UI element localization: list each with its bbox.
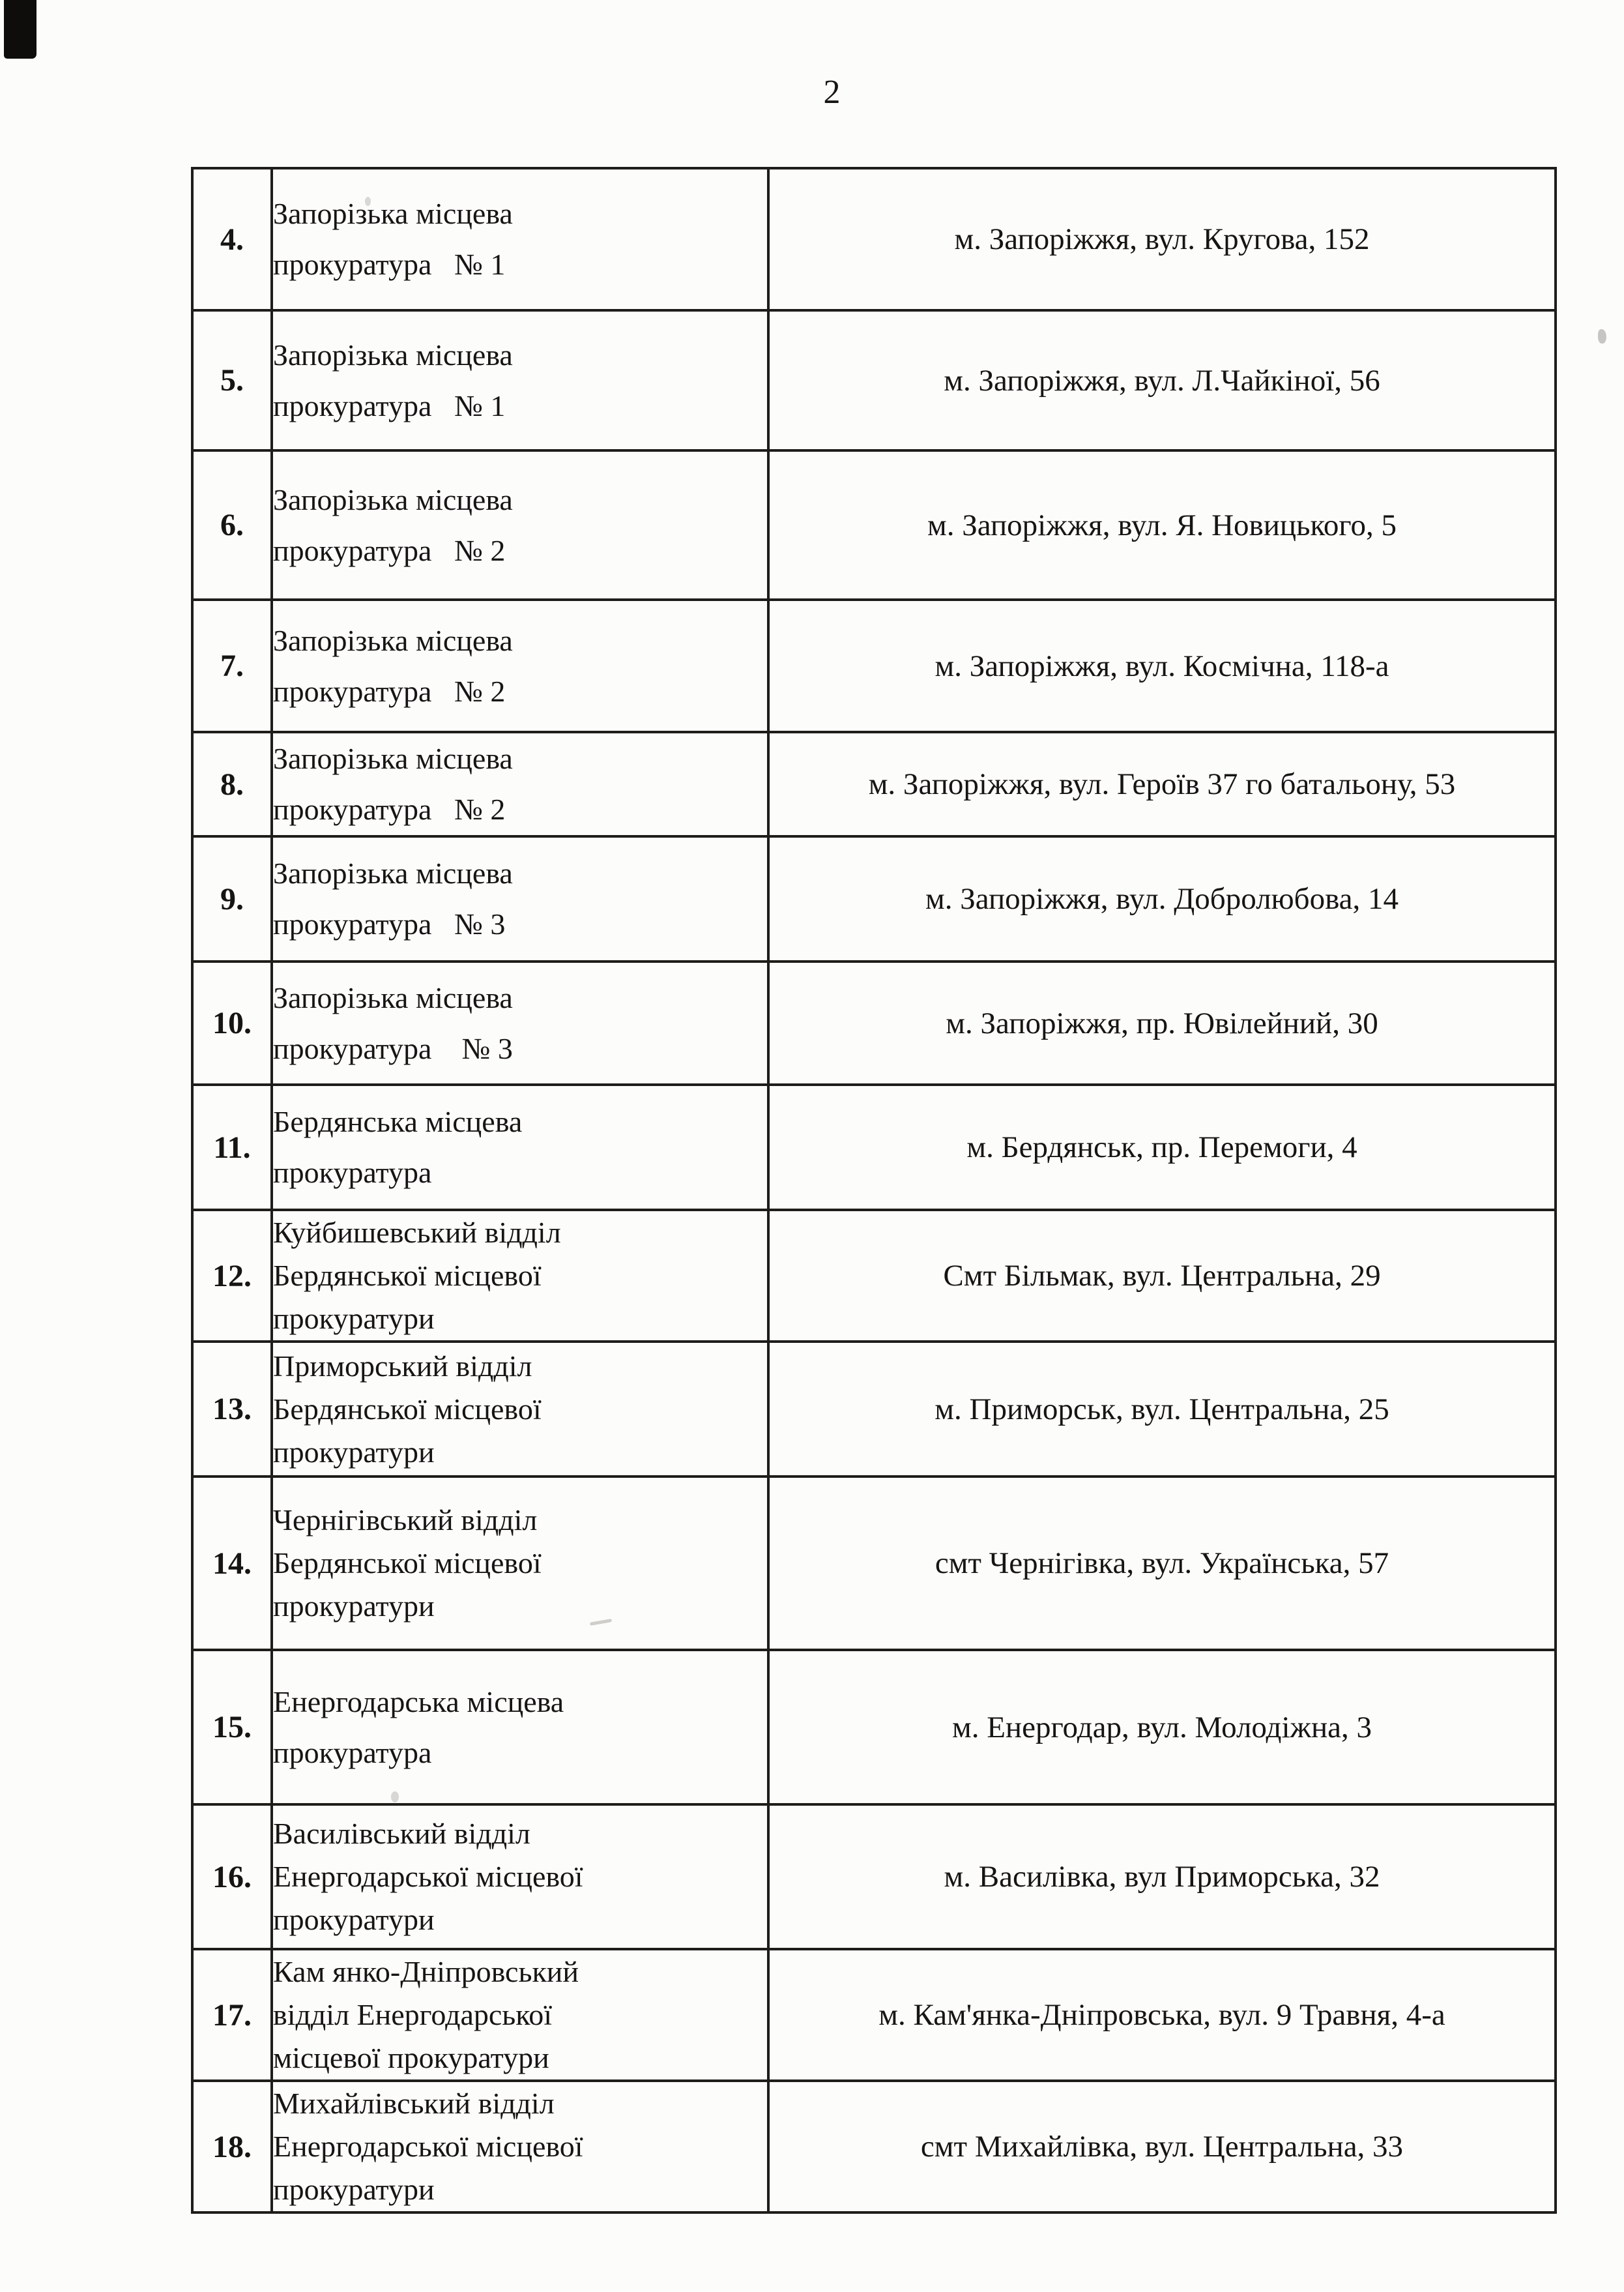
office-name (273, 475, 767, 576)
office-name-line: Чернігівський відділ (273, 1503, 538, 1536)
table-row (192, 310, 1556, 450)
office-name (273, 2082, 767, 2211)
office-name-line: Запорізька місцева (273, 980, 513, 1014)
office-name-cell (272, 1804, 768, 1949)
table-row (192, 1210, 1556, 1342)
office-address: м. Запоріжжя, вул. Героїв 37 го батальону, 53 (768, 732, 1556, 836)
office-name-cell (272, 1650, 768, 1804)
office-name-cell (272, 168, 768, 310)
office-address: м. Запоріжжя, вул. Я. Новицького, 5 (768, 450, 1556, 600)
office-address: смт Михайлівка, вул. Центральна, 33 (768, 2081, 1556, 2212)
office-name-line: прокуратура № 2 (273, 533, 506, 567)
office-address: м. Запоріжжя, вул. Л.Чайкіної, 56 (768, 310, 1556, 450)
office-name-cell (272, 600, 768, 732)
office-name-cell (272, 450, 768, 600)
table-row (192, 168, 1556, 310)
table-row (192, 1949, 1556, 2081)
row-number: 10. (192, 962, 272, 1085)
office-name-line: Бердянська місцева (273, 1105, 523, 1138)
office-name-cell (272, 310, 768, 450)
row-number: 17. (192, 1949, 272, 2081)
scan-speck (365, 197, 371, 206)
office-name-line: прокуратура (273, 1735, 432, 1769)
office-name-line: Куйбишевський відділ (273, 1216, 561, 1249)
office-name-cell (272, 962, 768, 1085)
row-number: 4. (192, 168, 272, 310)
office-address: м. Приморськ, вул. Центральна, 25 (768, 1342, 1556, 1477)
office-name-line: Запорізька місцева (273, 338, 513, 372)
office-name-cell (272, 2081, 768, 2212)
office-name-line: прокуратури (273, 1903, 435, 1936)
office-address: м. Василівка, вул Приморська, 32 (768, 1804, 1556, 1949)
office-name-line: Запорізька місцева (273, 623, 513, 657)
office-name-line: прокуратура № 3 (273, 907, 506, 941)
office-name-line: прокуратура № 3 (273, 1031, 513, 1065)
office-name (273, 848, 767, 950)
office-name-line: Енергодарської місцевої (273, 1860, 583, 1893)
row-number: 13. (192, 1342, 272, 1477)
row-number: 9. (192, 836, 272, 962)
office-name-line: Михайлівський відділ (273, 2087, 555, 2120)
office-address: м. Кам'янка-Дніпровська, вул. 9 Травня, 4-а (768, 1949, 1556, 2081)
office-name-line: Енергодарська місцева (273, 1684, 564, 1718)
row-number: 14. (192, 1477, 272, 1650)
row-number: 11. (192, 1085, 272, 1210)
office-name-cell (272, 1210, 768, 1342)
table-row (192, 962, 1556, 1085)
office-name-line: Кам янко-Дніпровський (273, 1955, 579, 1988)
table-row (192, 450, 1556, 600)
scan-speck (391, 1791, 399, 1802)
office-name-line: Запорізька місцева (273, 482, 513, 516)
office-name-line: прокуратури (273, 1435, 435, 1469)
office-address: смт Чернігівка, вул. Українська, 57 (768, 1477, 1556, 1650)
table-row (192, 1085, 1556, 1210)
office-name-cell (272, 1949, 768, 2081)
office-address: м. Енергодар, вул. Молодіжна, 3 (768, 1650, 1556, 1804)
table-row (192, 1477, 1556, 1650)
office-name-line: прокуратури (273, 1302, 435, 1335)
page-number: 2 (823, 74, 841, 111)
office-name (273, 330, 767, 432)
office-address: м. Запоріжжя, пр. Ювілейний, 30 (768, 962, 1556, 1085)
table-row (192, 1342, 1556, 1477)
office-name (273, 733, 767, 835)
office-name-line: прокуратури (273, 2173, 435, 2206)
table-row (192, 732, 1556, 836)
row-number: 6. (192, 450, 272, 600)
office-name-line: Бердянської місцевої (273, 1392, 542, 1426)
row-number: 5. (192, 310, 272, 450)
office-name (273, 1345, 767, 1474)
row-number: 12. (192, 1210, 272, 1342)
office-name (273, 1950, 767, 2079)
table-row (192, 836, 1556, 962)
office-name (273, 1096, 767, 1198)
office-name-line: місцевої прокуратури (273, 2041, 549, 2074)
office-name-line: прокуратура № 2 (273, 793, 506, 826)
office-name (273, 1211, 767, 1340)
office-name (273, 1812, 767, 1941)
office-name (273, 1677, 767, 1778)
row-number: 18. (192, 2081, 272, 2212)
scan-speck (1598, 329, 1606, 344)
table-row (192, 1804, 1556, 1949)
office-address: Смт Більмак, вул. Центральна, 29 (768, 1210, 1556, 1342)
office-address: м. Запоріжжя, вул. Космічна, 118-а (768, 600, 1556, 732)
office-name-line: прокуратури (273, 1589, 435, 1623)
office-name-line: Бердянської місцевої (273, 1546, 542, 1579)
row-number: 16. (192, 1804, 272, 1949)
office-name-line: прокуратура № 2 (273, 674, 506, 708)
row-number: 7. (192, 600, 272, 732)
office-address: м. Запоріжжя, вул. Кругова, 152 (768, 168, 1556, 310)
office-name-line: прокуратура (273, 1156, 432, 1189)
office-name-line: Енергодарської місцевої (273, 2130, 583, 2163)
office-name-line: Запорізька місцева (273, 857, 513, 890)
office-name-line: Бердянської місцевої (273, 1259, 542, 1292)
office-name-line: Запорізька місцева (273, 742, 513, 775)
office-name-cell (272, 1477, 768, 1650)
office-name-line: Василівський відділ (273, 1817, 530, 1850)
office-name-line: прокуратура № 1 (273, 389, 506, 422)
prosecutor-offices-table (191, 167, 1557, 2214)
table-row (192, 2081, 1556, 2212)
office-name (273, 188, 767, 290)
office-name-cell (272, 836, 768, 962)
office-address: м. Запоріжжя, вул. Добролюбова, 14 (768, 836, 1556, 962)
table-row (192, 1650, 1556, 1804)
row-number: 15. (192, 1650, 272, 1804)
office-name-line: прокуратура № 1 (273, 248, 506, 281)
office-name (273, 615, 767, 717)
office-name-line: відділ Енергодарської (273, 1998, 553, 2031)
row-number: 8. (192, 732, 272, 836)
office-address: м. Бердянськ, пр. Перемоги, 4 (768, 1085, 1556, 1210)
office-name-cell (272, 1342, 768, 1477)
directory-table-body (192, 168, 1556, 2212)
office-name-line: Приморський відділ (273, 1349, 532, 1383)
office-name (273, 973, 767, 1074)
table-row (192, 600, 1556, 732)
office-name-cell (272, 732, 768, 836)
office-name-line: Запорізька місцева (273, 197, 513, 230)
office-name (273, 1499, 767, 1628)
office-name-cell (272, 1085, 768, 1210)
scan-artifact-mark (4, 0, 36, 59)
